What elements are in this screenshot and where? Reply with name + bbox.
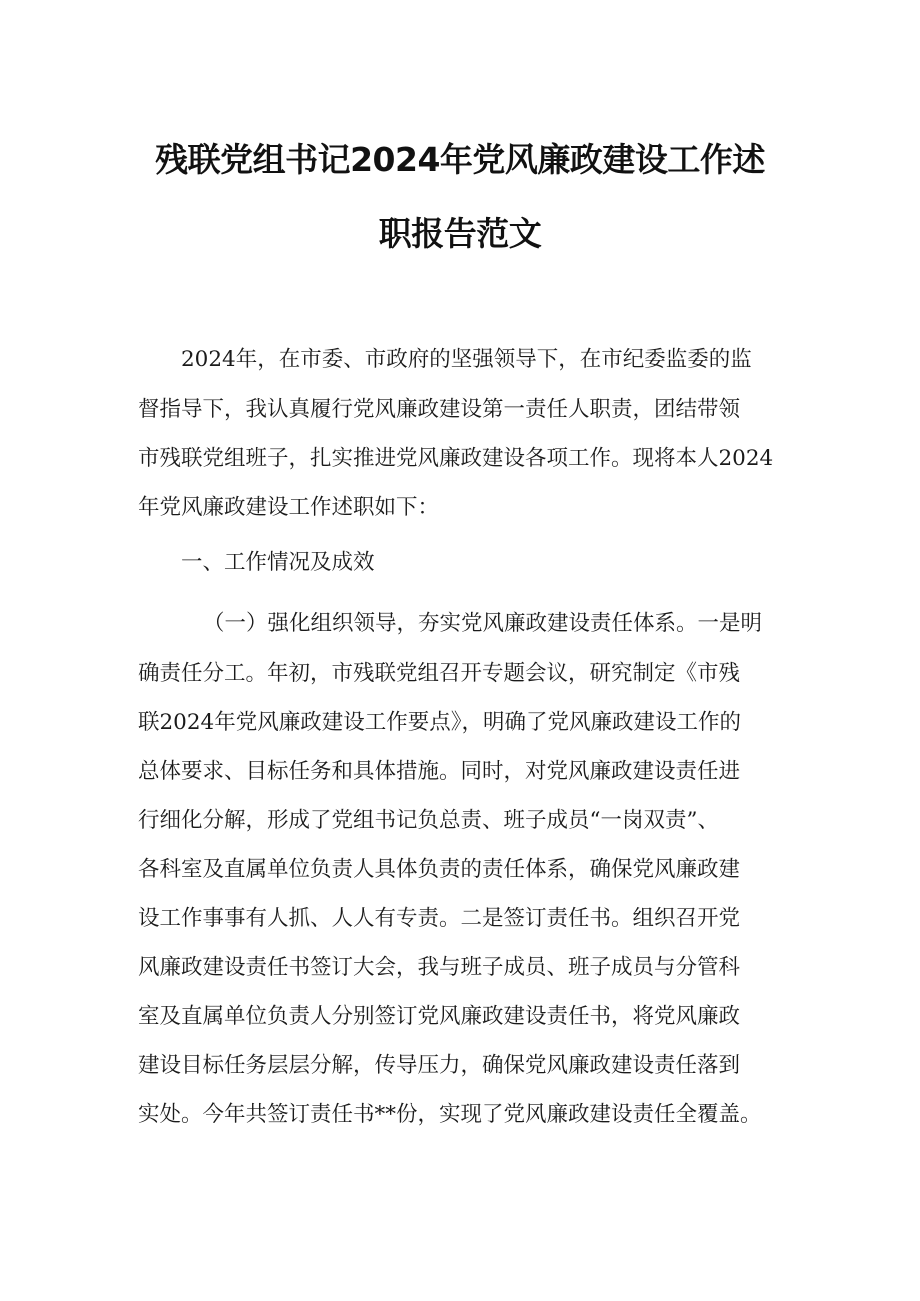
document-title-line-2: 职报告范文 bbox=[378, 214, 542, 253]
paragraph-2-line: 风廉政建设责任书签订大会，我与班子成员、班子成员与分管科 bbox=[138, 955, 741, 980]
paragraph-2-line: （一）强化组织领导，夯实党风廉政建设责任体系。一是明 bbox=[203, 611, 763, 636]
paragraph-2-line: 行细化分解，形成了党组书记负总责、班子成员“一岗双责”、 bbox=[138, 808, 719, 833]
paragraph-1-line: 2024年，在市委、市政府的坚强领导下，在市纪委监委的监 bbox=[181, 347, 752, 372]
paragraph-2-line: 确责任分工。年初，市残联党组召开专题会议，研究制定《市残 bbox=[138, 661, 741, 686]
paragraph-2-line: 室及直属单位负责人分别签订党风廉政建设责任书，将党风廉政 bbox=[138, 1004, 741, 1029]
paragraph-2-line: 各科室及直属单位负责人具体负责的责任体系，确保党风廉政建 bbox=[138, 857, 741, 882]
paragraph-1-line: 年党风廉政建设工作述职如下： bbox=[138, 495, 440, 520]
document-title-line-1: 残联党组书记2024年党风廉政建设工作述 bbox=[155, 140, 765, 179]
paragraph-1-line: 市残联党组班子，扎实推进党风廉政建设各项工作。现将本人2024 bbox=[138, 446, 774, 471]
paragraph-2-line: 实处。今年共签订责任书**份，实现了党风廉政建设责任全覆盖。 bbox=[138, 1102, 762, 1127]
paragraph-1-line: 督指导下，我认真履行党风廉政建设第一责任人职责，团结带领 bbox=[138, 397, 741, 422]
paragraph-2-line: 建设目标任务层层分解，传导压力，确保党风廉政建设责任落到 bbox=[138, 1053, 741, 1078]
paragraph-2-line: 总体要求、目标任务和具体措施。同时，对党风廉政建设责任进 bbox=[138, 759, 741, 784]
section-heading: 一、工作情况及成效 bbox=[181, 550, 375, 575]
paragraph-2-line: 联2024年党风廉政建设工作要点》，明确了党风廉政建设工作的 bbox=[138, 710, 741, 735]
paragraph-2-line: 设工作事事有人抓、人人有专责。二是签订责任书。组织召开党 bbox=[138, 906, 741, 931]
